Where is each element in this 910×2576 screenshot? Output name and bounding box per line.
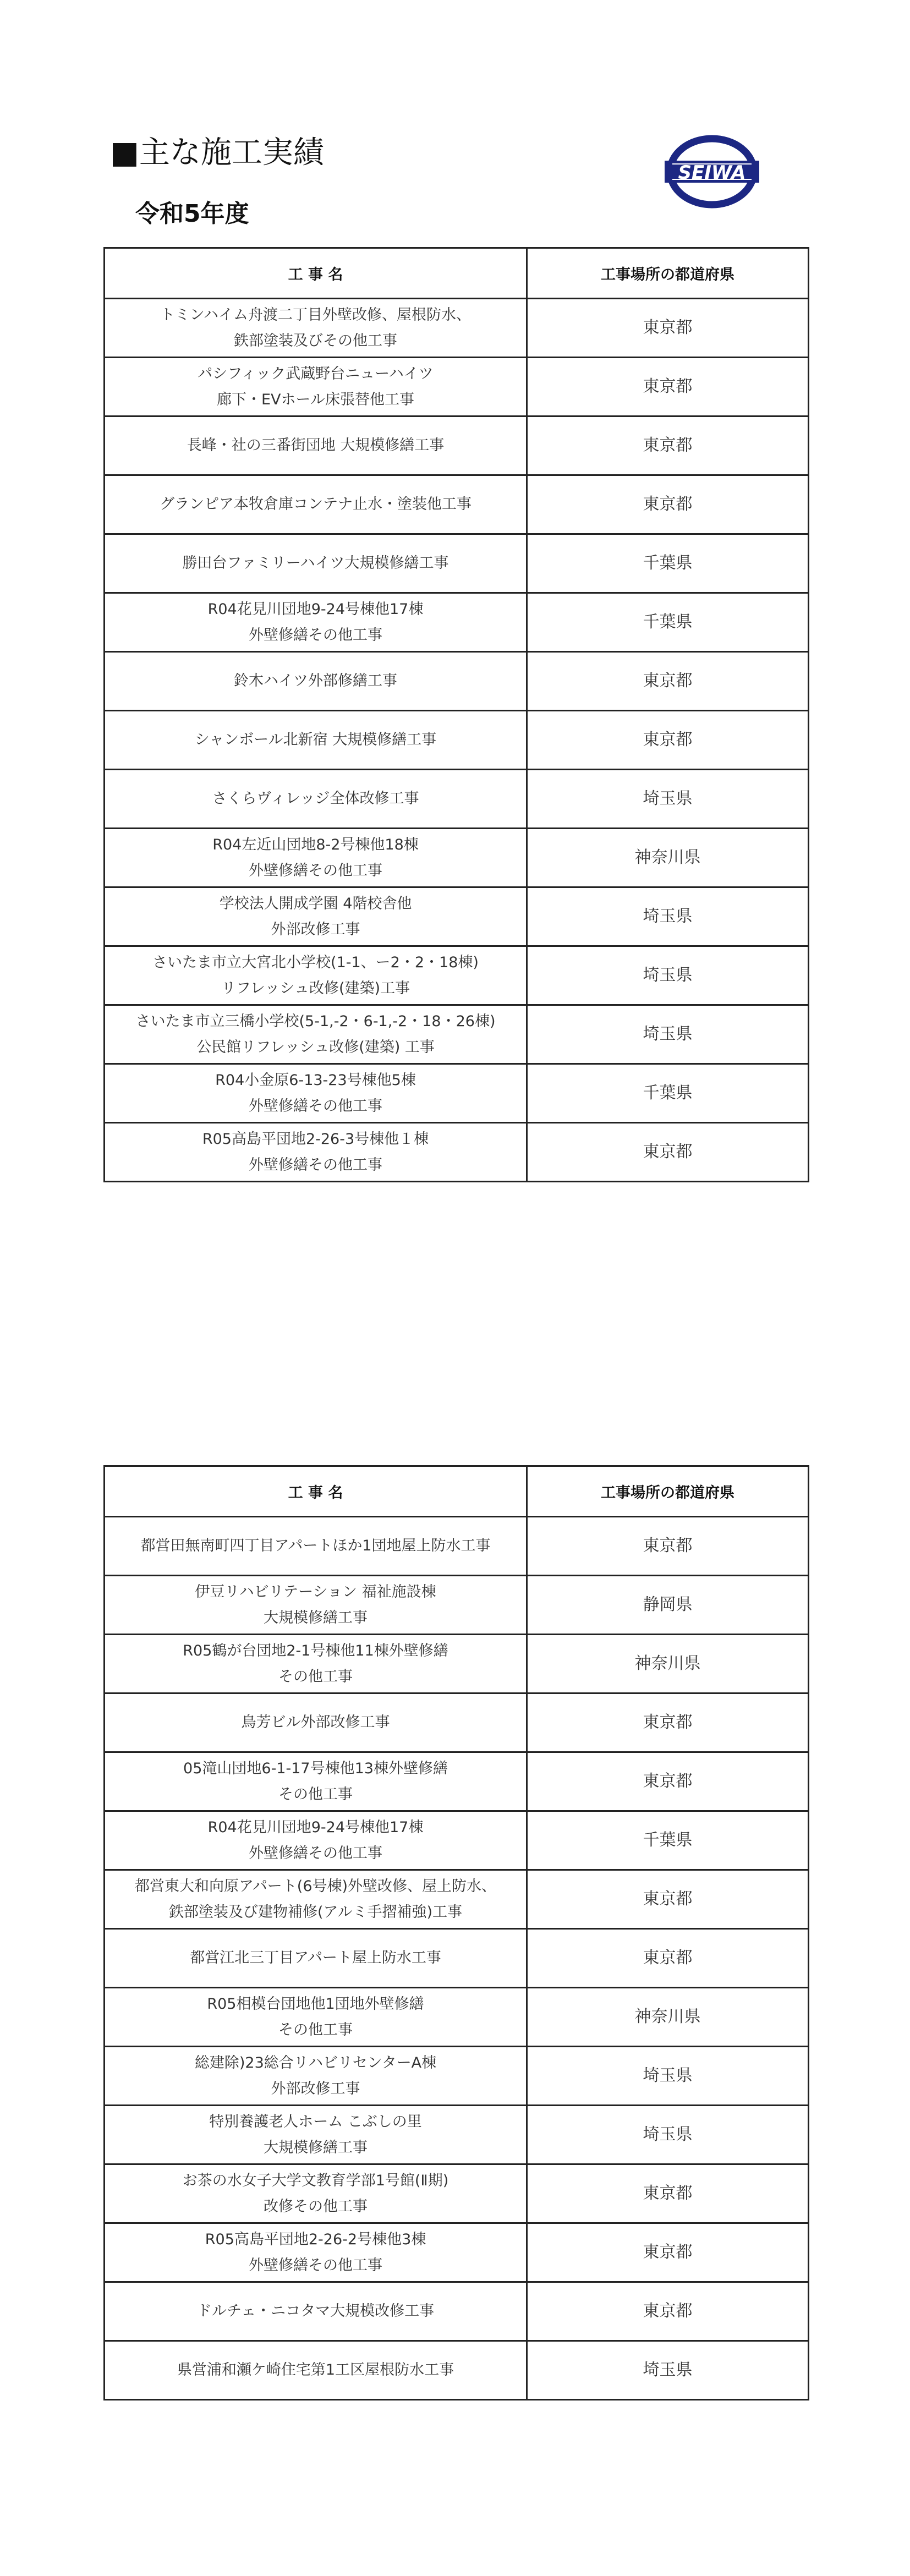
work-name-cell [105, 2164, 527, 2223]
prefecture-cell: 埼玉県 [527, 2341, 809, 2400]
work-name-line: さいたま市立三橋小学校(5-1,-2・6-1,-2・18・26棟) [135, 1012, 496, 1030]
work-name-line: トミンハイム舟渡二丁目外壁改修、屋根防水、 [160, 306, 472, 324]
work-name-line: 鉄部塗装及びその他工事 [234, 332, 397, 349]
work-name-cell [105, 2282, 527, 2341]
logo-text: SEIWA [678, 162, 746, 184]
table-row [105, 1693, 809, 1752]
prefecture-cell: 千葉県 [527, 534, 809, 593]
table-row [105, 1752, 809, 1811]
table-row [105, 1870, 809, 1929]
work-name-line: 公民館リフレッシュ改修(建築) 工事 [196, 1039, 435, 1056]
prefecture-cell: 東京都 [527, 299, 809, 358]
table-row [105, 1517, 809, 1576]
table-row [105, 534, 809, 593]
work-name-line: R04花見川団地9-24号棟他17棟 [207, 600, 424, 618]
prefecture-cell: 東京都 [527, 416, 809, 475]
work-name-line: 改修その他工事 [264, 2198, 368, 2215]
work-name-cell [105, 946, 527, 1005]
work-name-line: さいたま市立大宮北小学校(1-1、ー2・2・18棟) [152, 953, 479, 971]
prefecture-cell: 東京都 [527, 1752, 809, 1811]
work-name-cell [105, 593, 527, 652]
table-header-row [105, 1466, 809, 1517]
prefecture-cell: 東京都 [527, 711, 809, 770]
work-name-cell [105, 1123, 527, 1182]
prefecture-cell: 東京都 [527, 1929, 809, 1988]
work-name-cell [105, 2223, 527, 2282]
prefecture-cell: 静岡県 [527, 1576, 809, 1635]
table-row [105, 711, 809, 770]
prefecture-cell: 東京都 [527, 1693, 809, 1752]
work-name-line: 県営浦和瀬ケ崎住宅第1工区屋根防水工事 [177, 2361, 454, 2379]
work-name-line: 外部改修工事 [271, 2080, 360, 2097]
prefecture-cell: 東京都 [527, 475, 809, 534]
work-name-line: グランピア本牧倉庫コンテナ止水・塗装他工事 [160, 496, 472, 513]
seiwa-logo [665, 133, 759, 210]
works-table-2 [103, 1465, 809, 2400]
table-row [105, 1576, 809, 1635]
work-name-cell [105, 652, 527, 711]
table-row [105, 593, 809, 652]
table-row [105, 416, 809, 475]
work-name-line: 大規模修繕工事 [264, 1609, 368, 1626]
work-name-line: 廊下・EVホール床張替他工事 [217, 391, 414, 408]
prefecture-cell: 埼玉県 [527, 2047, 809, 2106]
prefecture-cell: 千葉県 [527, 1811, 809, 1870]
work-name-line: 外部改修工事 [271, 921, 360, 938]
work-name-cell [105, 416, 527, 475]
work-name-line: お茶の水女子大学文教育学部1号館(Ⅱ期) [182, 2172, 449, 2189]
work-name-line: 都営江北三丁目アパート屋上防水工事 [190, 1949, 441, 1967]
work-name-cell [105, 1635, 527, 1693]
work-name-line: 鉄部塗装及び建物補修(アルミ手摺補強)工事 [169, 1904, 462, 1921]
work-name-line: パシフィック武蔵野台ニューハイツ [198, 365, 434, 382]
work-name-line: 外壁修繕その他工事 [249, 862, 382, 879]
work-name-line: 外壁修繕その他工事 [249, 627, 382, 644]
table-row [105, 2164, 809, 2223]
work-name-line: 伊豆リハビリテーション 福祉施設棟 [195, 1583, 436, 1601]
prefecture-cell: 神奈川県 [527, 1988, 809, 2047]
prefecture-cell: 神奈川県 [527, 1635, 809, 1693]
page-heading: ■主な施工実績 [110, 134, 324, 171]
work-name-line: シャンボール北新宿 大規模修繕工事 [194, 731, 437, 749]
prefecture-cell: 東京都 [527, 1870, 809, 1929]
prefecture-cell: 神奈川県 [527, 829, 809, 887]
table-row [105, 299, 809, 358]
work-name-line: ドルチェ・ニコタマ大規模改修工事 [196, 2303, 435, 2320]
table-row [105, 475, 809, 534]
prefecture-cell: 埼玉県 [527, 946, 809, 1005]
work-name-cell [105, 1005, 527, 1064]
prefecture-cell: 埼玉県 [527, 770, 809, 829]
table-row [105, 2341, 809, 2400]
prefecture-cell: 東京都 [527, 2282, 809, 2341]
prefecture-cell: 東京都 [527, 2164, 809, 2223]
fiscal-year-subheading: 令和5年度 [135, 199, 249, 228]
table-row [105, 2106, 809, 2164]
work-name-line: 外壁修繕その他工事 [249, 1098, 382, 1115]
work-name-line: その他工事 [278, 2021, 353, 2038]
work-name-cell [105, 1988, 527, 2047]
work-name-line: 外壁修繕その他工事 [249, 1157, 382, 1174]
work-name-line: 鳥芳ビル外部改修工事 [241, 1714, 390, 1731]
work-name-line: 05滝山団地6-1-17号棟他13棟外壁修繕 [183, 1760, 448, 1777]
table-row [105, 652, 809, 711]
work-name-line: 特別養護老人ホーム こぶしの里 [209, 2113, 422, 2130]
table-row [105, 1064, 809, 1123]
work-name-cell [105, 1811, 527, 1870]
work-name-line: 外壁修繕その他工事 [249, 2257, 382, 2274]
work-name-line: その他工事 [278, 1668, 353, 1685]
work-name-cell [105, 358, 527, 416]
table-row [105, 2282, 809, 2341]
work-name-cell [105, 2341, 527, 2400]
work-name-line: 長峰・社の三番街団地 大規模修繕工事 [187, 437, 445, 454]
work-name-cell [105, 1693, 527, 1752]
work-name-line: リフレッシュ改修(建築)工事 [221, 980, 410, 997]
work-name-line: 大規模修繕工事 [264, 2139, 368, 2156]
work-name-cell [105, 711, 527, 770]
prefecture-cell: 東京都 [527, 358, 809, 416]
work-name-line: 勝田台ファミリーハイツ大規模修繕工事 [182, 555, 449, 572]
table-row [105, 2223, 809, 2282]
table-row [105, 358, 809, 416]
prefecture-cell: 埼玉県 [527, 1005, 809, 1064]
work-name-line: さくらヴィレッジ全体改修工事 [212, 790, 419, 808]
prefecture-cell: 東京都 [527, 652, 809, 711]
work-name-cell [105, 1517, 527, 1576]
work-name-cell [105, 475, 527, 534]
table-row [105, 1005, 809, 1064]
table-row [105, 1811, 809, 1870]
column-header-name: 工 事 名 [105, 248, 527, 299]
work-name-line: R05相模台団地他1団地外壁修繕 [207, 1995, 424, 2013]
work-name-line: 総建除)23総合リハビリセンターA棟 [194, 2054, 437, 2071]
prefecture-cell: 千葉県 [527, 1064, 809, 1123]
work-name-cell [105, 299, 527, 358]
work-name-line: R04左近山団地8-2号棟他18棟 [212, 836, 419, 853]
table-row [105, 2047, 809, 2106]
table-row [105, 1635, 809, 1693]
work-name-cell [105, 2106, 527, 2164]
work-name-cell [105, 887, 527, 946]
work-name-cell [105, 1870, 527, 1929]
prefecture-cell: 東京都 [527, 1517, 809, 1576]
work-name-cell [105, 1929, 527, 1988]
prefecture-cell: 埼玉県 [527, 887, 809, 946]
work-name-cell [105, 1752, 527, 1811]
table-row [105, 1123, 809, 1182]
work-name-line: その他工事 [278, 1786, 353, 1803]
table-row [105, 1929, 809, 1988]
table-row [105, 887, 809, 946]
work-name-line: R05高島平団地2-26-3号棟他１棟 [202, 1130, 429, 1148]
work-name-cell [105, 829, 527, 887]
work-name-cell [105, 770, 527, 829]
column-header-prefecture: 工事場所の都道府県 [527, 248, 809, 299]
prefecture-cell: 東京都 [527, 1123, 809, 1182]
work-name-line: R05鶴が台団地2-1号棟他11棟外壁修繕 [183, 1642, 448, 1659]
column-header-prefecture: 工事場所の都道府県 [527, 1466, 809, 1517]
prefecture-cell: 東京都 [527, 2223, 809, 2282]
table-row [105, 770, 809, 829]
work-name-cell [105, 1576, 527, 1635]
work-name-cell [105, 1064, 527, 1123]
work-name-line: R04花見川団地9-24号棟他17棟 [207, 1818, 424, 1836]
work-name-line: 学校法人開成学園 4階校舎他 [219, 895, 412, 912]
work-name-line: 鈴木ハイツ外部修繕工事 [234, 672, 397, 690]
prefecture-cell: 千葉県 [527, 593, 809, 652]
table-row [105, 946, 809, 1005]
table-row [105, 1988, 809, 2047]
prefecture-cell: 埼玉県 [527, 2106, 809, 2164]
work-name-cell [105, 2047, 527, 2106]
column-header-name: 工 事 名 [105, 1466, 527, 1517]
works-table-1 [103, 247, 809, 1182]
work-name-line: 都営東大和向原アパート(6号棟)外壁改修、屋上防水、 [134, 1877, 497, 1895]
work-name-line: R04小金原6-13-23号棟他5棟 [215, 1071, 416, 1089]
work-name-line: 外壁修繕その他工事 [249, 1845, 382, 1862]
table-row [105, 829, 809, 887]
work-name-line: 都営田無南町四丁目アパートほか1団地屋上防水工事 [140, 1537, 491, 1555]
table-header-row [105, 248, 809, 299]
work-name-cell [105, 534, 527, 593]
work-name-line: R05高島平団地2-26-2号棟他3棟 [205, 2230, 426, 2248]
